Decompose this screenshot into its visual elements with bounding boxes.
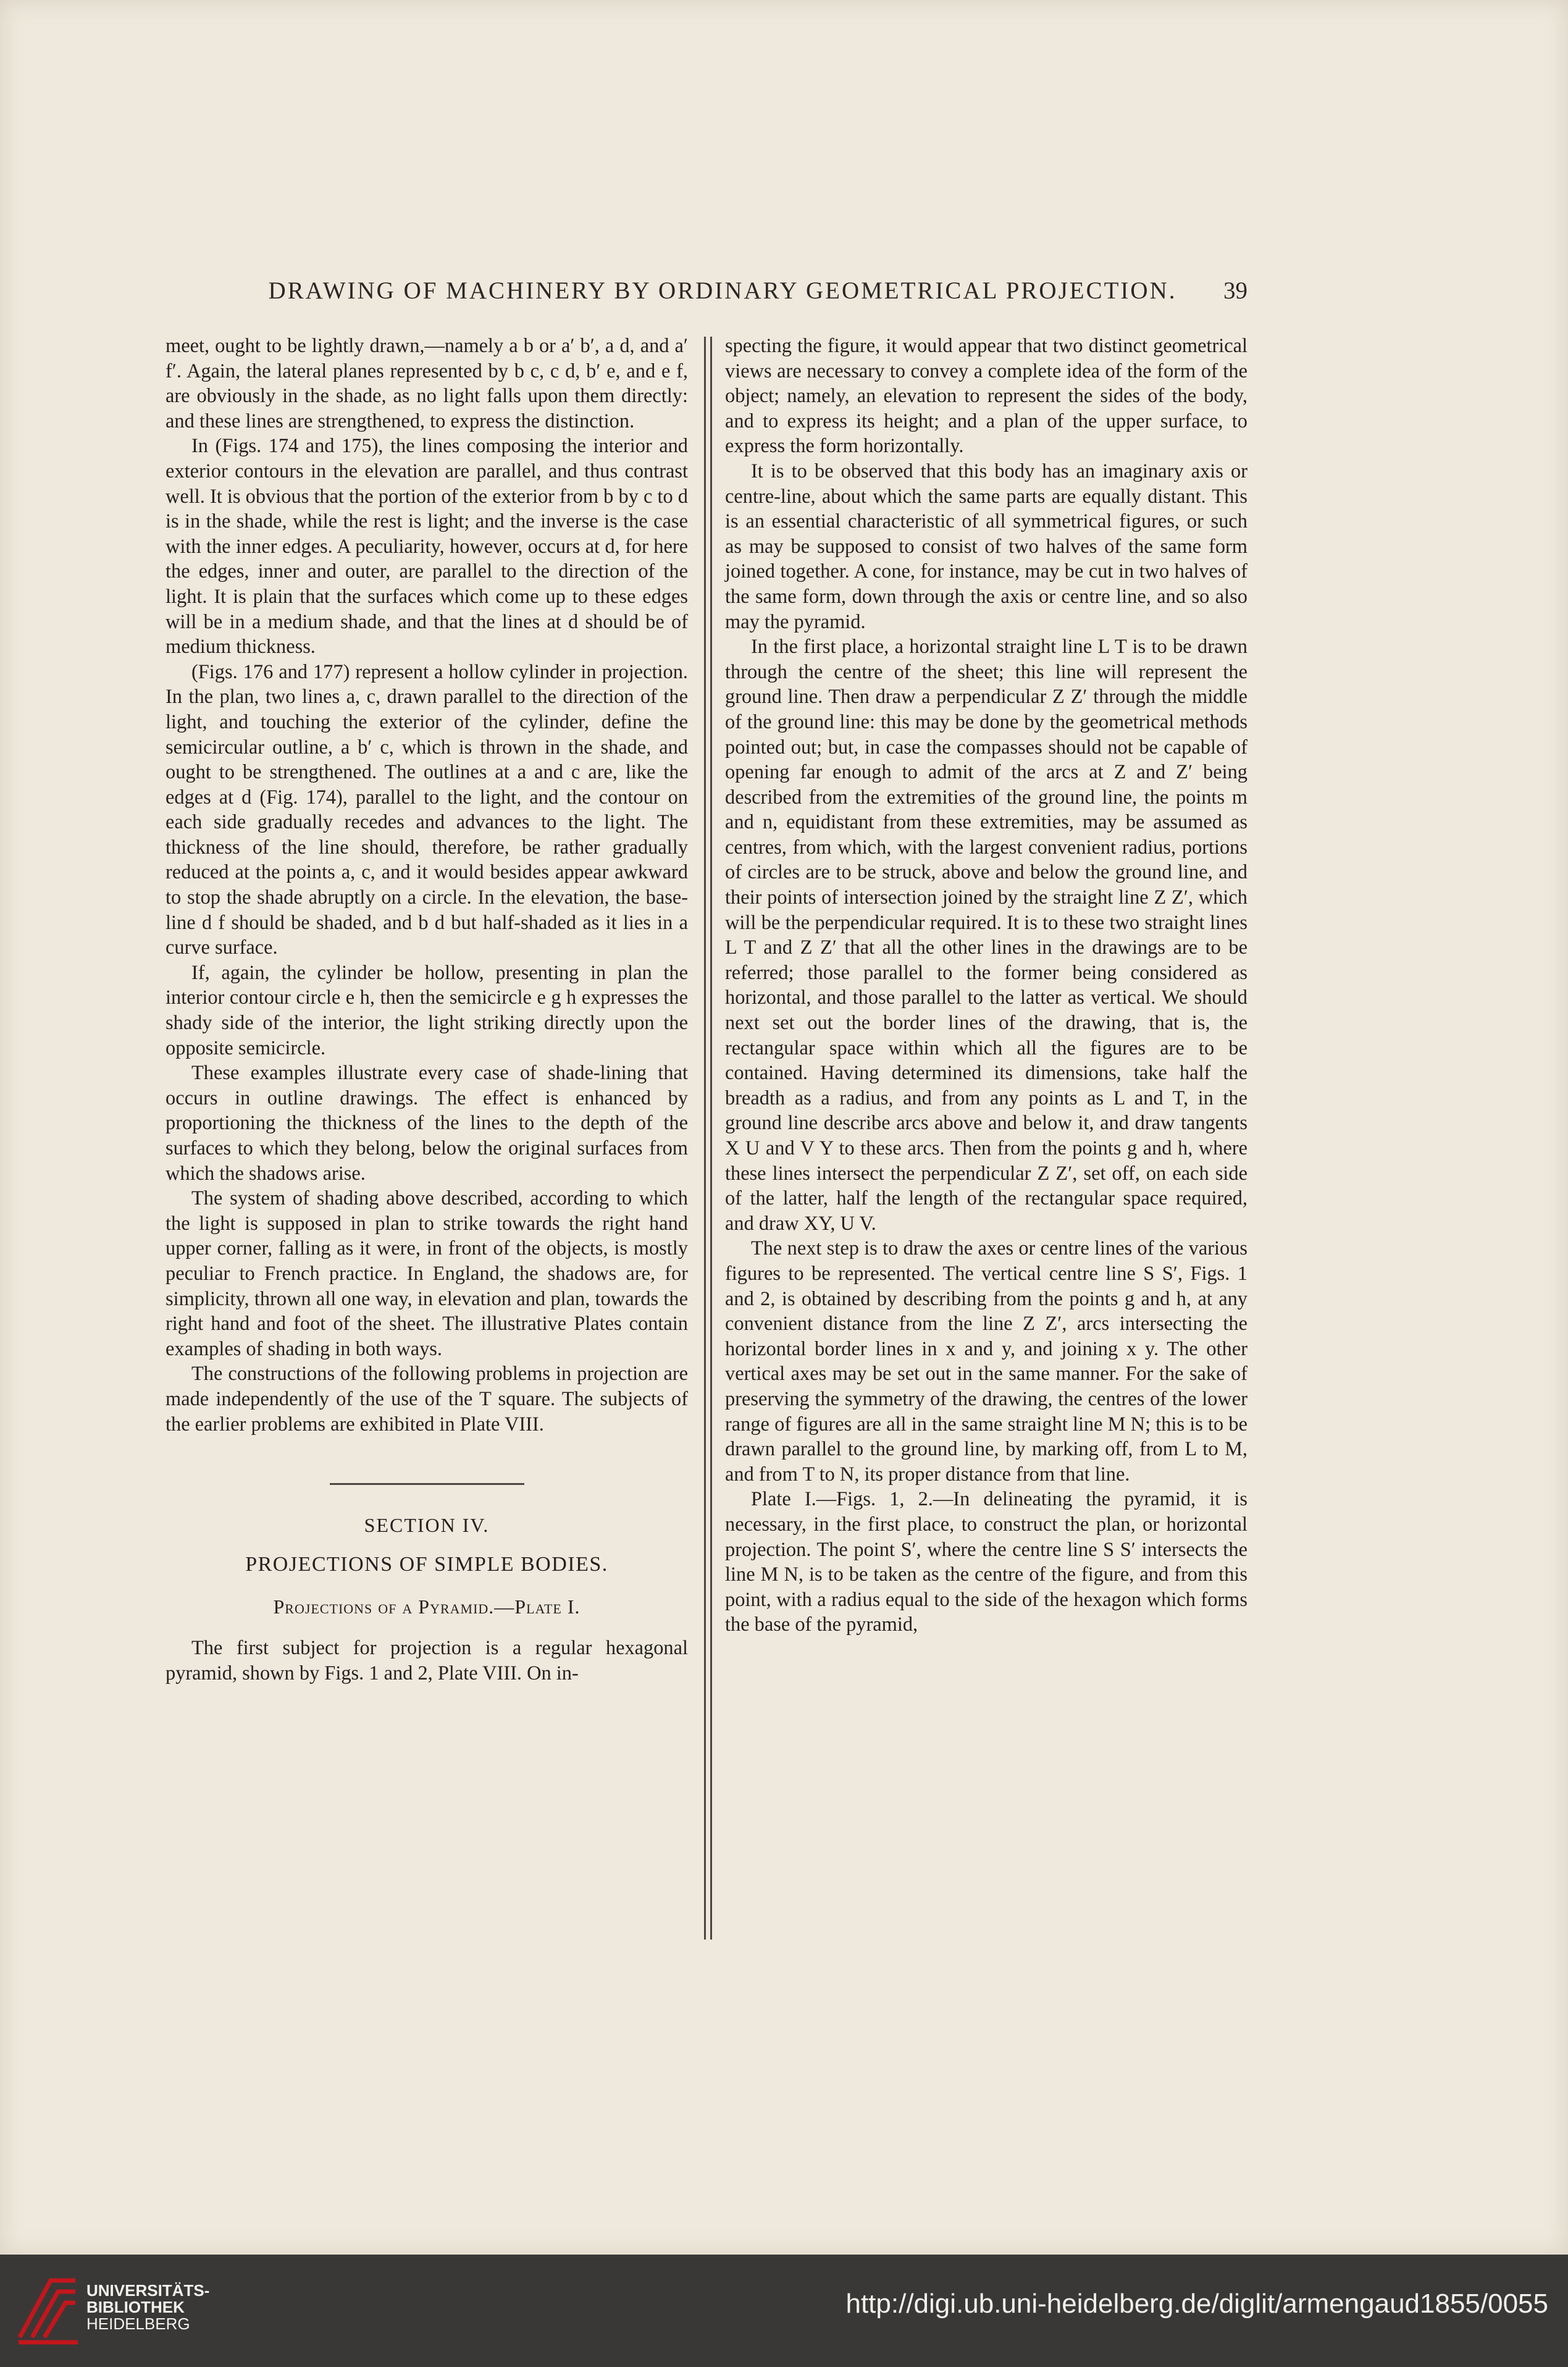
section-heading: SECTION IV. [364,1514,490,1537]
library-name [86,2282,209,2332]
right-column [725,334,1247,1952]
library-logo-icon [14,2268,82,2348]
column-divider-left [704,337,706,1940]
paragraph: The system of shading above described, according to which the light is supposed in plan to strike towards the right hand upper corner, falling as it were, in front of the objects, is mostly peculiar to French practice. In England, the shadows are, for simplicity, thrown all one way, in elevation and plan, towards the right hand and foot of the sheet. The illustrative Plates contain examples of shading in both ways. [166,1187,688,1360]
paragraph: In the first place, a horizontal straight line L T is to be drawn through the centre of the sheet; this line will represent the ground line. Then draw a perpendicular Z Z′ through the middle of the ground line: this may be done by the geometrical methods pointed out; but, in case the compasses should not be capable of opening far enough to admit of the arcs at Z and Z′ being described from the extremities of the ground line, the points m and n, equidistant from these extremities, may be assumed as centres, from which, with the largest convenient radius, portions of circles are to be struck, above and below the ground line, and their points of intersection joined by the straight line Z Z′, which will be the perpendicular required. It is to these two straight lines L T and Z Z′ that all the other lines in the drawings are to be referred; those parallel to the former being considered as horizontal, and those parallel to the latter as vertical. We should next set out the border lines of the drawing, that is, the rectangular space within which all the figures are to be contained. Having determined its dimensions, take half the breadth as a radius, and from any points as L and T, in the ground line describe arcs above and below it, and draw tangents X U and V Y to these arcs. Then from the points g and h, where these lines intersect the perpendicular Z Z′, set off, on each side of the latter, half the length of the rectangular space required, and draw XY, U V. [725,636,1247,1235]
paragraph: specting the figure, it would appear that two distinct geometrical views are necessary to convey a complete idea of the form of the object; namely, an elevation to represent the sides of the body, and to express its height; and a plan of the upper surface, to express the form horizontally. [725,335,1247,458]
running-head [259,277,1247,314]
source-url-link[interactable]: http://digi.ub.uni-heidelberg.de/diglit/armengaud1855/0055 [845,2289,1548,2319]
paragraph: (Figs. 176 and 177) represent a hollow cylinder in projection. In the plan, two lines a, c, drawn parallel to the direction of the light, and touching the exterior of the cylinder, define the semicircular outline, a b′ c, which is thrown in the shade, and ought to be strengthened. The outlines at a and c are, like the edges at d (Fig. 174), parallel to the light, and the contour on each side gradually recedes and advances to the light. The thickness of the line should, therefore, be rather gradually reduced at the points a, c, and it would besides appear awkward to stop the shade abruptly on a circle. In the elevation, the base-line d f should be shaded, and b d but half-shaded as it lies in a curve surface. [166,660,688,959]
projection-heading: Projections of a Pyramid.—Plate I. [273,1596,581,1618]
paragraph: In (Figs. 174 and 175), the lines composing the interior and exterior contours in the elevation are parallel, and thus contrast well. It is obvious that the portion of the exterior from b by c to d is in the shade, while the rest is light; and the inverse is the case with the inner edges. A peculiarity, however, occurs at d, for here the edges, inner and outer, are parallel to the direction of the light. It is plain that the surfaces which come up to these edges will be in a medium shade, and that the lines at d should be of medium thickness. [166,435,688,658]
running-title: DRAWING OF MACHINERY BY ORDINARY GEOMETRICAL PROJECTION. [268,277,1177,304]
paragraph: The next step is to draw the axes or centre lines of the various figures to be represented. The vertical centre line S S′, Figs. 1 and 2, is obtained by describing from the points g and h, at any convenient distance from the line Z Z′, arcs intersecting the horizontal border lines in x and y, and joining x y. The other vertical axes may be set out in the same manner. For the sake of preserving the symmetry of the drawing, the centres of the lower range of figures are all in the same straight line M N; this is to be drawn parallel to the ground line, by marking off, from L to M, and from T to N, its proper distance from that line. [725,1237,1247,1486]
section-divider [330,1483,524,1485]
paragraph: If, again, the cylinder be hollow, presenting in plan the interior contour circle e h, then the semicircle e g h expresses the shady side of the interior, the light striking directly upon the opposite semicircle. [166,961,688,1059]
section-subheading: PROJECTIONS OF SIMPLE BODIES. [245,1553,608,1576]
paragraph: It is to be observed that this body has an imaginary axis or centre-line, about which the same parts are equally distant. This is an essential characteristic of all symmetrical figures, or such as may be supposed to consist of two halves of the same form joined together. A cone, for instance, may be cut in two halves of the same form, down through the axis or centre line, and so also may the pyramid. [725,460,1247,633]
column-divider-right [710,337,712,1940]
library-name-line: BIBLIOTHEK [86,2298,185,2316]
left-column [166,334,688,1952]
paragraph: These examples illustrate every case of shade-lining that occurs in outline drawings. The effect is enhanced by proportioning the thickness of the lines to the depth of the surfaces to which they belong, below the original surfaces from which the shadows arise. [166,1062,688,1185]
paragraph: meet, ought to be lightly drawn,—namely a b or a′ b′, a d, and a′ f′. Again, the lateral planes represented by b c, c d, b′ e, and e f, are obviously in the shade, as no light falls upon them directly: and these lines are strengthened, to express the distinction. [166,335,688,432]
page-number: 39 [1223,277,1247,304]
library-name-line: HEIDELBERG [86,2314,190,2333]
paragraph: The constructions of the following problems in projection are made independently of the use of the T square. The subjects of the earlier problems are exhibited in Plate VIII. [166,1363,688,1436]
paragraph: The first subject for projection is a regular hexagonal pyramid, shown by Figs. 1 and 2, Plate VIII. On in- [166,1637,688,1684]
paragraph: Plate I.—Figs. 1, 2.—In delineating the pyramid, it is necessary, in the first place, to construct the plan, or horizontal projection. The point S′, where the centre line S S′ intersects the line M N, is to be taken as the centre of the figure, and from this point, with a radius equal to the side of the hexagon which forms the base of the pyramid, [725,1488,1247,1636]
library-name-line: UNIVERSITÄTS- [86,2281,210,2300]
